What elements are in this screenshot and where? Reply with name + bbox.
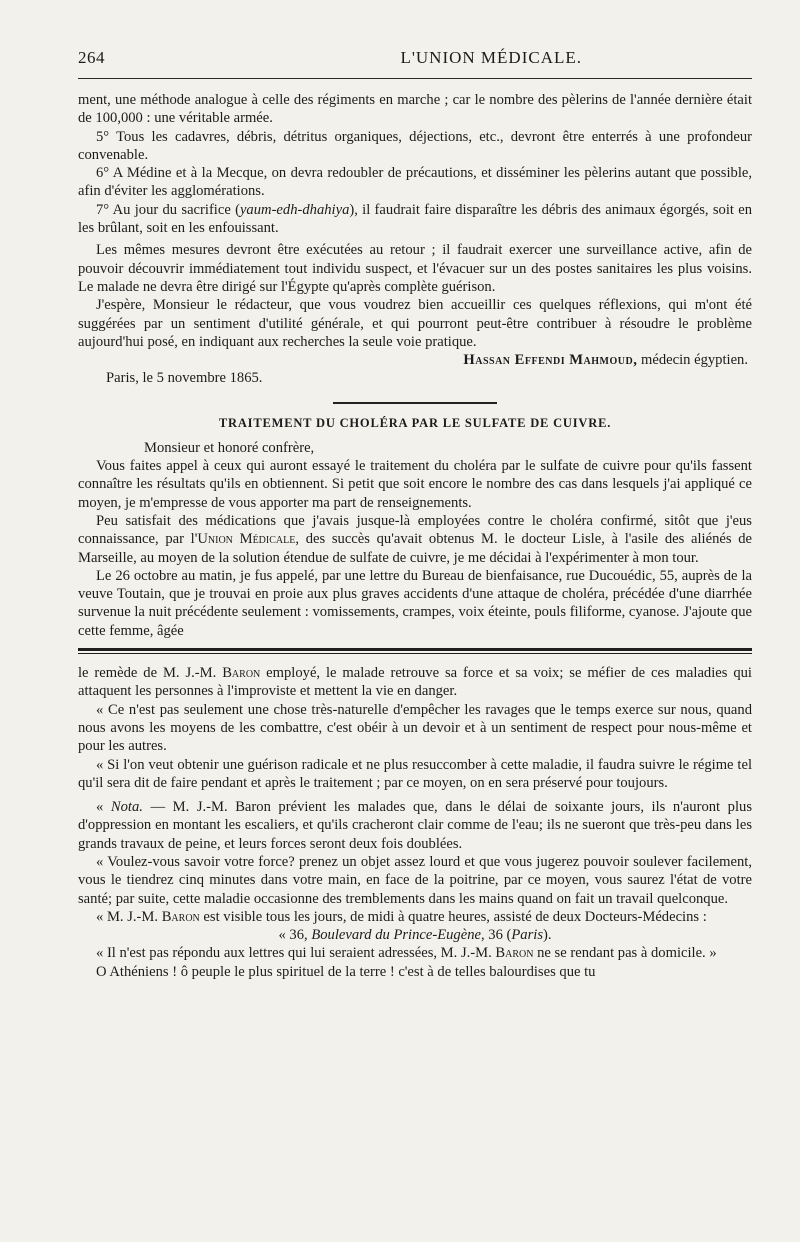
page-number: 264 [78,48,105,67]
item-7-italic-term: yaum-edh-dhahiya [239,201,350,218]
footer-paragraph-8: O Athéniens ! ô peuple le plus spirituel de la terre ! c'est à de telles balourdises que tu [96,963,596,980]
rule-thick [78,648,752,651]
footer-paragraph-6 [78,908,752,926]
p2-text-b: , des succès qu'avait obtenus M. le docteur Lisle, à l'asile des aliénés de Marseille, au moyen de la solution étendue de sulfate de cuivre, je me décidai à l'expérimenter à mon tour. [78,531,752,566]
addr-close: ). [543,927,552,944]
addr-open: « 36, [278,927,312,944]
addr-city: Paris [511,927,544,944]
footer-paragraph-7 [78,944,752,962]
paragraph-return-measures: Les mêmes mesures devront être exécutées au retour ; il faudrait exercer une surveillance active, afin de pouvoir découvrir immédiatement tout individu suspect, et l'évacuer sur un des postes sanitaires les plus voisins. Le malade ne devra être dirigé sur l'Égypte qu'après complète guérison. [78,242,752,295]
paragraph-item-7 [78,201,752,238]
f7-name: Baron [495,945,534,962]
footer-paragraph-5: « Voulez-vous savoir votre force? prenez un objet assez lourd et que vous jugerez pouvoir soulever facilement, vous le tiendrez cinq minutes dans votre main, en face de la poitrine, par ce moyen, vous saurez l'état de votre santé; par suite, cette maladie occasionne des tremblements dans les mains quand on fait un travail quelconque. [78,853,752,907]
p2-text-a: Peu satisfait des médications que j'avais jusque-là employées contre le choléra confirmé, sitôt que j'eus connaissance, par l' [78,512,752,548]
f6-text-b: est visible tous les jours, de midi à quatre heures, assisté de deux Docteurs-Médecins : [199,908,707,925]
feuilleton-rule [78,648,752,654]
f1-name: Baron [222,665,261,682]
paragraph-item-6: 6° A Médine et à la Mecque, on devra redoubler de précautions, et disséminer les pèlerins autant que possible, afin d'éviter les agglomérations. [78,165,752,200]
f7-text-a: « Il n'est pas répondu aux lettres qui lui seraient adressées, M. J.-M. [96,945,496,962]
f6-name: Baron [161,908,200,925]
article-paragraph-3: Le 26 octobre au matin, je fus appelé, par une lettre du Bureau de bienfaisance, rue Ducouédic, 55, auprès de la veuve Toutain, que je trouvai en proie aux plus graves accidents d'une attaque de choléra, précédée d'une diarrhée survenue la nuit précédente seulement : vomissements, crampes, voix éteinte, pouls filiforme, cyanose. J'ajoute que cette femme, âgée [78,567,752,639]
footer-paragraph-3: « Si l'on veut obtenir une guérison radicale et ne plus resuccomber à cette maladie, il faudra suivre le régime tel qu'il sera dit de faire pendant et après le traitement ; par ce moyen, on en sera préservé pour toujours. [78,756,752,791]
footer-paragraph-nota [78,798,752,853]
article-paragraph-1: Vous faites appel à ceux qui auront essayé le traitement du choléra par le sulfate de cuivre pour qu'ils fassent connaître les résultats qu'ils en obtiennent. Si petit que soit encore le nombre des cas dans lesquels j'ai appliqué ce moyen, je m'empresse de vous apporter ma part de renseignements. [78,458,752,511]
footer-paragraph-1 [78,664,752,701]
addr-street: Boulevard du Prince-Eugène [311,927,481,944]
signature-name: Hassan Effendi Mahmoud, [463,352,638,369]
addr-mid: , 36 ( [480,927,512,944]
running-header [78,48,752,74]
nota-label: Nota. [110,799,143,816]
signature [78,351,752,369]
nota-open: « [96,799,111,816]
signature-title: médecin égyptien. [637,352,748,369]
address-line [78,926,752,944]
section-separator [333,402,497,404]
article-paragraph-2 [78,512,752,567]
item-7-text-a: 7° Au jour du sacrifice ( [96,201,240,218]
journal-title: L'UNION MÉDICALE. [400,48,582,67]
document-page [78,48,752,981]
nota-text: — M. J.-M. Baron prévient les malades que, dans le délai de soixante jours, ils n'auront plus d'oppression en montant les escaliers, et qu'ils cracheront clair comme de l'eau; ils ne sueront que très-peu dans les grands travaux de peine, et leurs forces seront deux fois doublées. [78,799,752,852]
salutation: Monsieur et honoré confrère, [144,439,315,456]
f1-text-a: le remède de M. J.-M. [78,665,223,682]
place-date: Paris, le 5 novembre 1865. [106,370,263,387]
paragraph-continuation: ment, une méthode analogue à celle des régiments en marche ; car le nombre des pèlerins de l'année dernière était de 100,000 : une véritable armée. [78,92,752,127]
f1-text-b: employé, le malade retrouve sa force et sa voix; se méfier de ces maladies qui attaquent les personnes à l'improviste et mettent la vie en danger. [78,665,752,700]
article-heading: TRAITEMENT DU CHOLÉRA PAR LE SULFATE DE CUIVRE. [218,415,612,430]
f6-text-a: « M. J.-M. [96,908,162,925]
paragraph-item-5: 5° Tous les cadavres, débris, détritus organiques, déjections, etc., devront être enterrés à une profondeur convenable. [78,128,752,163]
paragraph-closing: J'espère, Monsieur le rédacteur, que vous voudrez bien accueillir ces quelques réflexions, qui m'ont été suggérées par un sentiment d'utilité générale, et qui pourront peut-être contribuer à résoudre le problème aujourd'hui posé, en indiquant aux recherches la seule voie pratique. [78,297,752,350]
header-rule [78,78,752,79]
rule-thin [78,653,752,654]
item-7-text-b: ), il faudrait faire disparaître les débris des animaux égorgés, soit en les brûlant, soit en les enfouissant. [78,201,752,237]
p2-journal-name: Union Médicale [197,531,296,548]
f7-text-b: ne se rendant pas à domicile. » [533,945,717,962]
footer-paragraph-2: « Ce n'est pas seulement une chose très-naturelle d'empêcher les ravages que le temps exerce sur nous, quand nous avons les moyens de les combattre, c'est obéir à un devoir et à un sentiment de respect pour nous-même et pour les autres. [78,701,752,755]
